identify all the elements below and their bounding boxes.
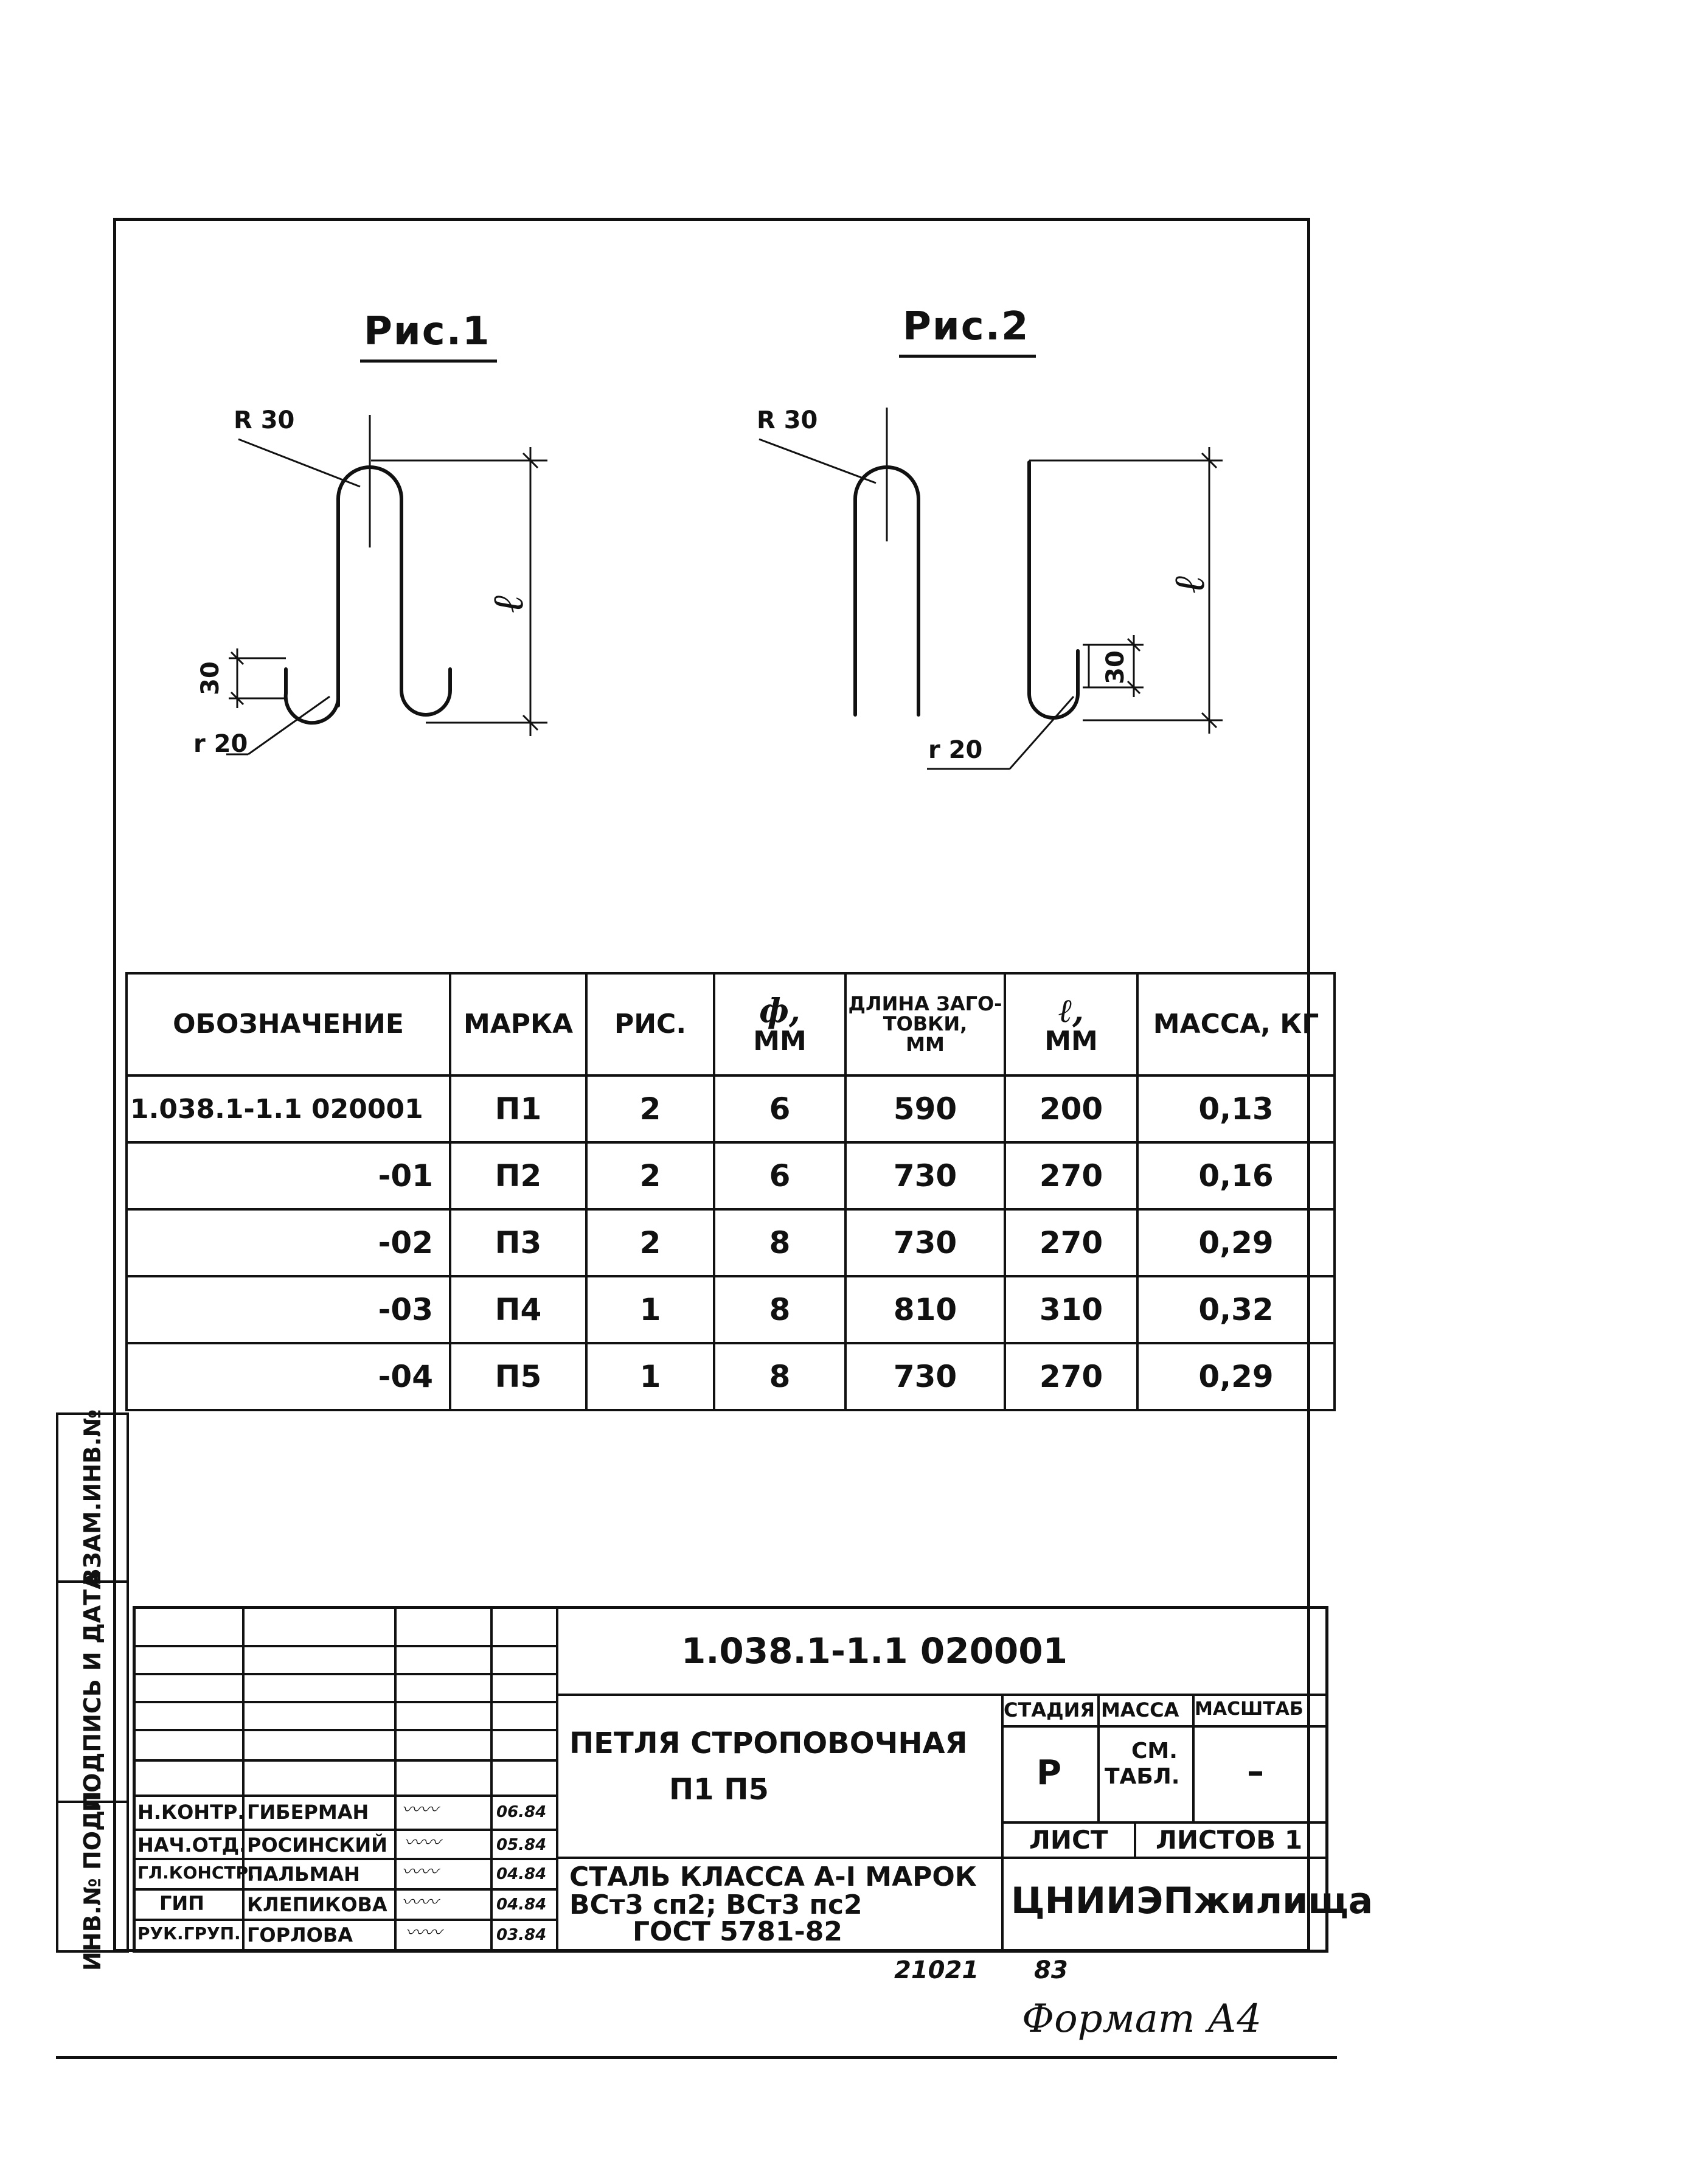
bottom-rule: [56, 2056, 1337, 2059]
cell-designation: -01: [127, 1142, 450, 1209]
cell-mass: 0,29: [1137, 1343, 1335, 1410]
signer-date: 04.84: [496, 1865, 547, 1883]
header-fig: РИС.: [586, 973, 714, 1075]
cell-designation: -04: [127, 1343, 450, 1410]
cell-mass: 0,13: [1137, 1075, 1335, 1142]
mass-value-line2: ТАБЛ.: [1105, 1764, 1180, 1789]
format-label: Формат А4: [1022, 1996, 1262, 2041]
header-blank-length: ДЛИНА ЗАГО- ТОВКИ, ММ: [845, 973, 1005, 1075]
fig2-radius-top-label: R 30: [757, 406, 818, 434]
fig2-radius-bottom-label: r 20: [928, 736, 983, 764]
cell-blank: 590: [845, 1075, 1005, 1142]
signer-role: ГЛ.КОНСТР.: [137, 1863, 255, 1883]
cell-mark: П3: [450, 1209, 586, 1276]
material-line1: СТАЛЬ КЛАССА А-I МАРОК: [569, 1861, 977, 1892]
cell-blank: 810: [845, 1276, 1005, 1343]
table-row: [127, 1343, 1335, 1410]
fig1-hook-left: [286, 669, 338, 723]
signature-mark: 〰〰: [401, 1861, 438, 1883]
signer-name: ГИБЕРМАН: [247, 1801, 369, 1824]
header-mark: МАРКА: [450, 973, 586, 1075]
fig1-length-label: ℓ: [482, 594, 533, 613]
fig2-small-dim-label: 30: [1101, 650, 1130, 684]
cell-blank: 730: [845, 1142, 1005, 1209]
table-row: [127, 1142, 1335, 1209]
specification-table: [125, 972, 1336, 1411]
material-line3: ГОСТ 5781-82: [633, 1916, 843, 1947]
signature-mark: 〰〰: [401, 1799, 438, 1821]
cell-diameter: 6: [714, 1142, 845, 1209]
item-name-line1: ПЕТЛЯ СТРОПОВОЧНАЯ: [569, 1726, 968, 1760]
mass-label: МАССА: [1101, 1698, 1179, 1722]
cell-mark: П4: [450, 1276, 586, 1343]
cell-fig: 2: [586, 1075, 714, 1142]
cell-designation: 1.038.1-1.1 020001: [127, 1075, 450, 1142]
header-mass: МАССА, КГ: [1137, 973, 1335, 1075]
cell-mark: П2: [450, 1142, 586, 1209]
signer-date: 03.84: [496, 1926, 547, 1944]
cell-fig: 2: [586, 1142, 714, 1209]
scale-value: –: [1247, 1752, 1264, 1791]
cell-mark: П5: [450, 1343, 586, 1410]
signer-role: Н.КОНТР.: [137, 1801, 245, 1824]
signature-mark: 〰〰: [404, 1832, 440, 1854]
fig1-hook-right: [401, 669, 450, 715]
organization: ЦНИИЭПжилища: [1011, 1880, 1373, 1922]
cell-diameter: 6: [714, 1075, 845, 1142]
signer-name: РОСИНСКИЙ: [247, 1833, 387, 1857]
header-designation: ОБОЗНАЧЕНИЕ: [127, 973, 450, 1075]
material-line2: ВСт3 сп2; ВСт3 пс2: [569, 1889, 863, 1920]
table-row: [127, 1276, 1335, 1343]
document-code: 1.038.1-1.1 020001: [681, 1630, 1068, 1672]
archive-number: 21021: [894, 1956, 979, 1984]
signer-date: 04.84: [496, 1895, 547, 1914]
header-length: ℓ, ММ: [1005, 973, 1137, 1075]
signer-name: ПАЛЬМАН: [247, 1863, 360, 1886]
cell-blank: 730: [845, 1343, 1005, 1410]
header-diameter: ф, ММ: [714, 973, 845, 1075]
cell-length: 310: [1005, 1276, 1137, 1343]
cell-diameter: 8: [714, 1343, 845, 1410]
cell-mass: 0,29: [1137, 1209, 1335, 1276]
signer-date: 05.84: [496, 1836, 547, 1854]
signer-name: ГОРЛОВА: [247, 1923, 353, 1947]
side-stamp-sign-date: ПОДПИСЬ И ДАТА: [56, 1580, 129, 1803]
cell-fig: 1: [586, 1343, 714, 1410]
cell-designation: -03: [127, 1276, 450, 1343]
cell-length: 200: [1005, 1075, 1137, 1142]
mass-value-line1: СМ.: [1131, 1739, 1178, 1763]
cell-blank: 730: [845, 1209, 1005, 1276]
fig1-radius-top-label: R 30: [234, 406, 295, 434]
page-number: 83: [1034, 1956, 1068, 1984]
cell-mass: 0,32: [1137, 1276, 1335, 1343]
cell-mark: П1: [450, 1075, 586, 1142]
signer-role: РУК.ГРУП.: [137, 1923, 241, 1944]
cell-designation: -02: [127, 1209, 450, 1276]
figures-drawing: [0, 0, 1708, 973]
cell-length: 270: [1005, 1142, 1137, 1209]
signature-mark: 〰〰: [405, 1922, 442, 1944]
figure-1-title: Рис.1: [364, 309, 491, 354]
side-stamp-replace-inv: ВЗАМ.ИНВ.№: [56, 1412, 129, 1583]
signer-role: НАЧ.ОТД.: [137, 1833, 247, 1857]
signer-name: КЛЕПИКОВА: [247, 1893, 387, 1916]
cell-fig: 1: [586, 1276, 714, 1343]
sheets-label: ЛИСТОВ 1: [1156, 1825, 1303, 1855]
fig1-radius-bottom-label: r 20: [193, 730, 248, 758]
fig1-small-dim-label: 30: [196, 661, 224, 695]
cell-fig: 2: [586, 1209, 714, 1276]
table-row: [127, 1075, 1335, 1142]
table-row: [127, 1209, 1335, 1276]
stage-value: Р: [1036, 1753, 1062, 1793]
cell-diameter: 8: [714, 1209, 845, 1276]
side-stamp-inv-orig: ИНВ.№ ПОДЛ.: [56, 1801, 129, 1953]
fig2-hook: [1029, 462, 1078, 718]
cell-diameter: 8: [714, 1276, 845, 1343]
cell-length: 270: [1005, 1343, 1137, 1410]
fig2-length-label: ℓ: [1163, 575, 1214, 593]
signature-mark: 〰〰: [401, 1892, 438, 1913]
figure-2-title: Рис.2: [903, 304, 1030, 349]
signer-date: 06.84: [496, 1803, 547, 1821]
signer-role: ГИП: [159, 1892, 204, 1915]
cell-length: 270: [1005, 1209, 1137, 1276]
cell-mass: 0,16: [1137, 1142, 1335, 1209]
item-name-line2: П1 П5: [669, 1773, 769, 1807]
scale-label: МАСШТАБ: [1195, 1698, 1304, 1720]
stage-label: СТАДИЯ: [1004, 1698, 1095, 1722]
table-header-row: [127, 973, 1335, 1075]
sheet-label: ЛИСТ: [1029, 1825, 1108, 1855]
